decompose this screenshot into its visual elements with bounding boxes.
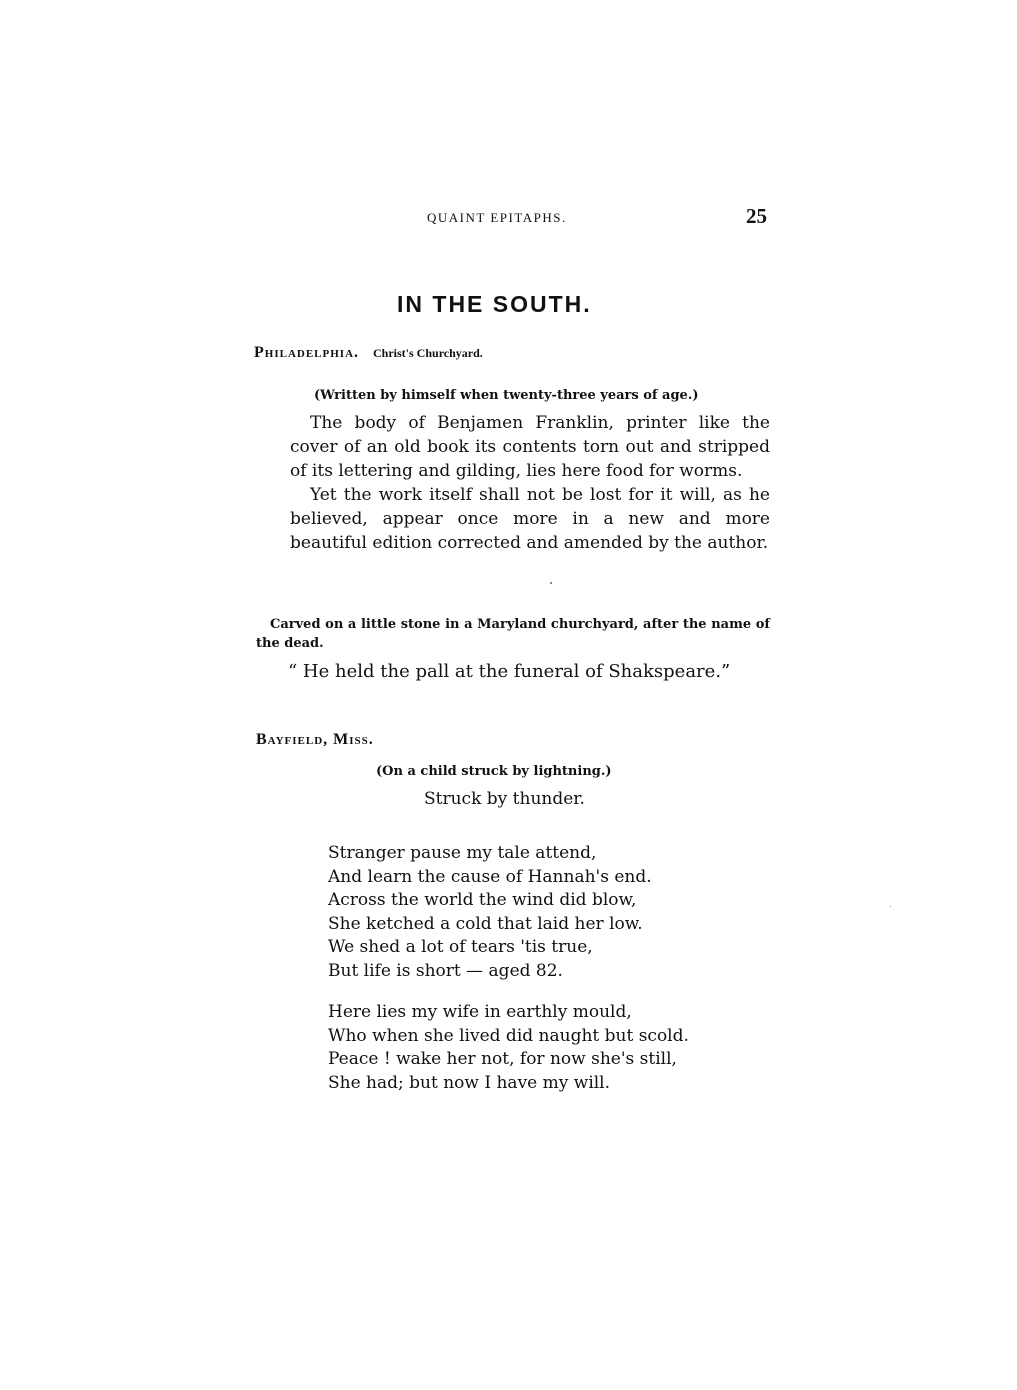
poem-line: Peace ! wake her not, for now she's still,: [328, 1049, 677, 1069]
franklin-paragraph: Yet the work itself shall not be lost for it will, as he believed, appear once more in a new and more beautiful edition corrected and amended by the author.: [290, 485, 770, 553]
poem-line: Stranger pause my tale attend,: [328, 843, 597, 863]
poem-line: And learn the cause of Hannah's end.: [328, 866, 652, 887]
section-title: IN THE SOUTH.: [397, 291, 592, 317]
entry-name: Bayfield, Miss.: [256, 731, 374, 748]
poem-line: She had; but now I have my will.: [328, 1072, 611, 1093]
entry-place: Philadelphia.: [254, 344, 360, 361]
print-speck: [890, 906, 891, 907]
shakspeare-quote: “ He held the pall at the funeral of Shakspeare.”: [288, 661, 731, 682]
print-speck: [550, 582, 552, 584]
poem-line: She ketched a cold that laid her low.: [328, 913, 643, 934]
poem-line: Across the world the wind did blow,: [328, 890, 637, 910]
franklin-epitaph: [290, 411, 770, 555]
entry-location: Christ's Churchyard.: [373, 346, 483, 360]
poem-stanza-1: [328, 842, 652, 983]
entry-heading-bayfield: [256, 731, 374, 749]
poem-stanza-2: [328, 1001, 689, 1095]
running-title: QUAINT EPITAPHS.: [427, 210, 567, 225]
poem-line: Who when she lived did naught but scold.: [328, 1025, 689, 1046]
franklin-paragraph: The body of Benjamen Franklin, printer like the cover of an old book its contents torn out and stripped of its lettering and gilding, lies here food for worms.: [290, 413, 770, 481]
poem-line: We shed a lot of tears 'tis true,: [328, 937, 593, 957]
maryland-note: Carved on a little stone in a Maryland churchyard, after the name of the dead.: [256, 617, 770, 651]
poem-line: Here lies my wife in earthly mould,: [328, 1002, 632, 1022]
bayfield-subtitle: Struck by thunder.: [424, 789, 585, 809]
bayfield-note: (On a child struck by lightning.): [376, 764, 612, 779]
page-number: 25: [746, 204, 767, 228]
entry-heading-philadelphia: [254, 344, 483, 362]
poem-line: But life is short — aged 82.: [328, 960, 563, 981]
franklin-note: (Written by himself when twenty-three years of age.): [314, 388, 699, 403]
